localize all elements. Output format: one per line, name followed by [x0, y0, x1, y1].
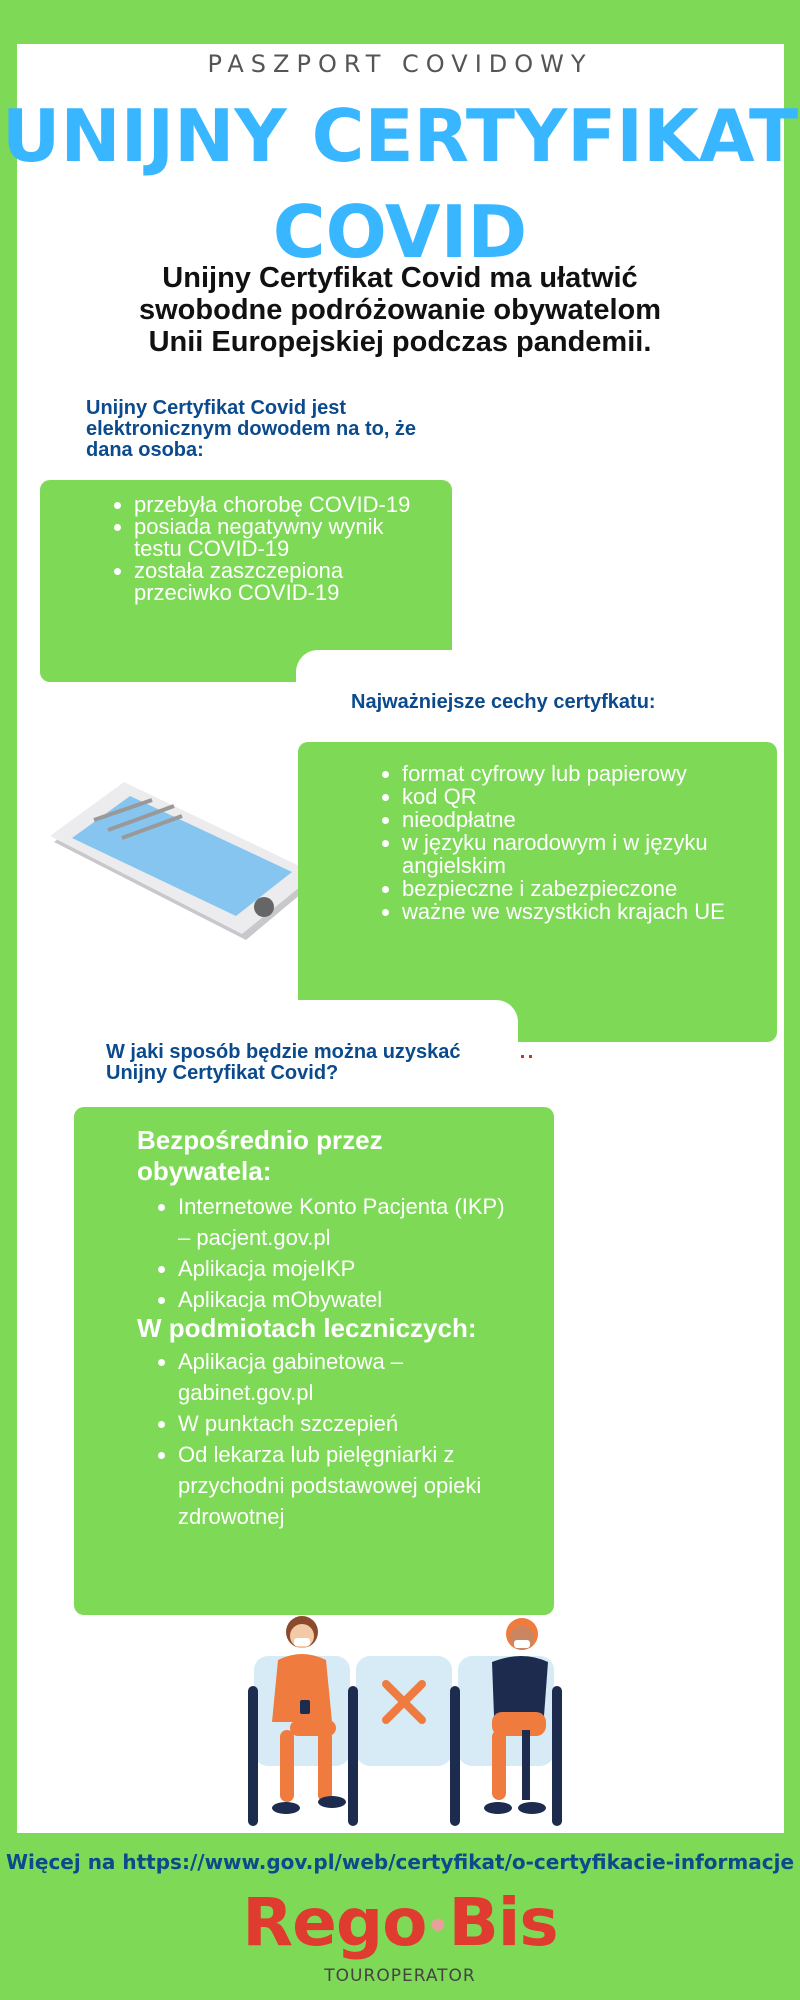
list-item: • W punktach szczepień [178, 1408, 498, 1439]
title-line-1: UNIJNY CERTYFIKAT [1, 94, 799, 178]
list-item: • Internetowe Konto Pacjenta (IKP) – pacjent.gov.pl [178, 1191, 518, 1253]
section2-heading: Najważniejsze cechy certyfkatu: [351, 691, 656, 713]
logo-subtitle: TOUROPERATOR [324, 1965, 476, 1986]
lead-line-3: Unii Europejskiej podczas pandemii. [148, 326, 652, 358]
more-info-link[interactable]: Więcej na https://www.gov.pl/web/certyfikat/o-certyfikacie-informacje [5, 1850, 795, 1874]
section3-heading-line: Unijny Certyfikat Covid? [106, 1062, 339, 1084]
section3-box [74, 1107, 554, 1615]
section3-heading-line: W jaki sposób będzie można uzyskać [106, 1041, 461, 1063]
list-item: • nieodpłatne [402, 808, 772, 831]
list-item: • bezpieczne i zabezpieczone [402, 877, 772, 900]
section1-heading-line: Unijny Certyfikat Covid jest [86, 397, 347, 419]
group1-list [154, 1191, 518, 1315]
lead-text [100, 262, 700, 358]
list-item: • została zaszczepiona przeciwko COVID-19 [134, 560, 424, 604]
seated-people-illustration [240, 1612, 570, 1830]
phone-illustration [48, 780, 328, 960]
title-line-2: COVID [272, 190, 528, 274]
rego-bis-logo [0, 1884, 800, 1986]
section2-box [298, 742, 777, 1042]
lead-line-1: Unijny Certyfikat Covid ma ułatwić [162, 262, 638, 294]
list-item: • Od lekarza lub pielęgniarki z przychodni podstawowej opieki zdrowotnej [178, 1439, 498, 1532]
list-item: • Aplikacja mojeIKP [178, 1253, 518, 1284]
section2-list [378, 762, 772, 923]
list-item: • przebyła chorobę COVID-19 [134, 494, 424, 516]
section1-heading [86, 398, 416, 461]
logo-dot-icon: • [426, 1905, 449, 1947]
page-title [0, 88, 800, 280]
decorative-dots [521, 1055, 524, 1058]
group1-title: Bezpośrednio przez obywatela: [137, 1125, 383, 1186]
logo-word-left: Rego [242, 1884, 427, 1961]
list-item: • format cyfrowy lub papierowy [402, 762, 772, 785]
list-item: • w języku narodowym i w języku angielskim [402, 831, 772, 877]
group2-list [154, 1346, 498, 1532]
section1-heading-line: dana osoba: [86, 439, 204, 461]
logo-word-right: Bis [448, 1884, 558, 1961]
list-item: • ważne we wszystkich krajach UE [402, 900, 772, 923]
list-item: • kod QR [402, 785, 772, 808]
lead-line-2: swobodne podróżowanie obywatelom [138, 294, 662, 326]
group2-title: W podmiotach leczniczych: [137, 1313, 477, 1343]
list-item: • Aplikacja mObywatel [178, 1284, 518, 1315]
section3-heading [106, 1042, 461, 1084]
section1-list [110, 494, 424, 604]
list-item: • Aplikacja gabinetowa – gabinet.gov.pl [178, 1346, 498, 1408]
box-corner-notch [296, 650, 496, 692]
list-item: • posiada negatywny wynik testu COVID-19 [134, 516, 424, 560]
section1-heading-line: elektronicznym dowodem na to, że [86, 418, 417, 440]
kicker: PASZPORT COVIDOWY [207, 50, 593, 78]
